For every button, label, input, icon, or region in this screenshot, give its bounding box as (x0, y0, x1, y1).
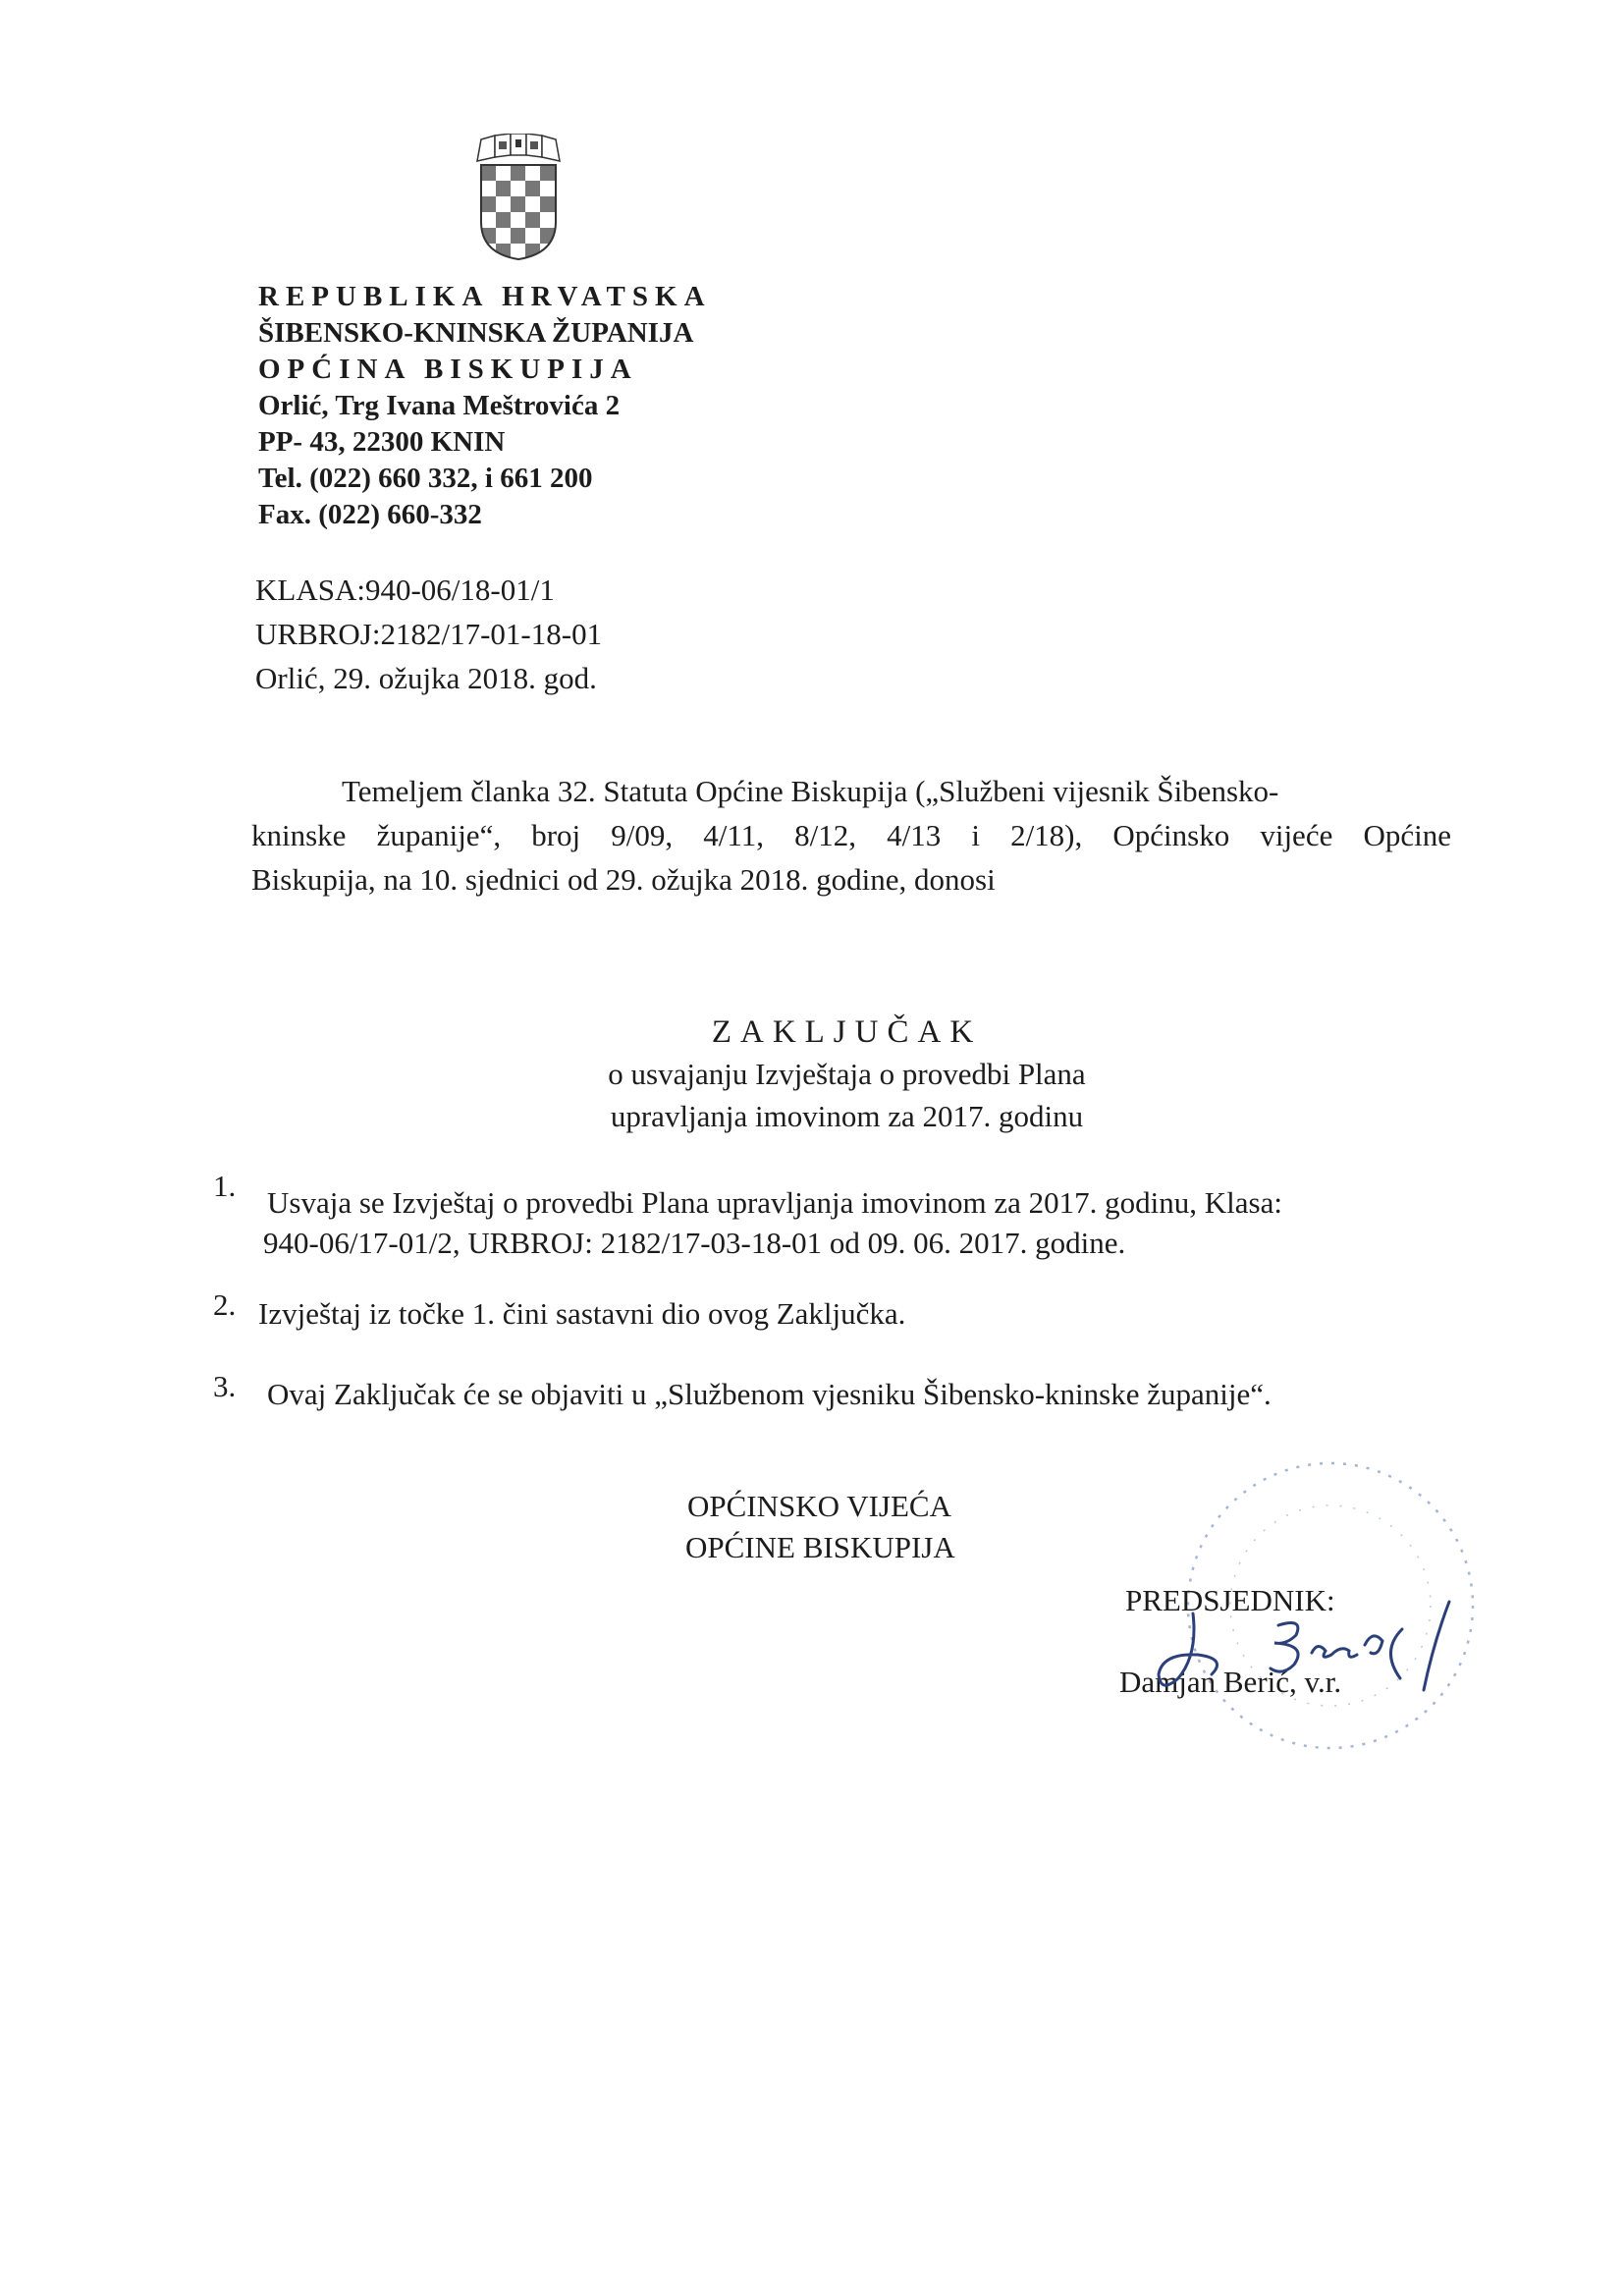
president-role: PREDSJEDNIK: (1125, 1583, 1335, 1617)
header-country: REPUBLIKA HRVATSKA (258, 281, 712, 312)
header-municipality: OPĆINA BISKUPIJA (258, 354, 638, 385)
title-subline-1: o usvajanju Izvještaja o provedbi Plana (608, 1057, 1086, 1091)
item-number: 1. (213, 1169, 237, 1203)
header-county: ŠIBENSKO-KNINSKA ŽUPANIJA (258, 317, 694, 349)
urbroj: URBROJ:2182/17-01-18-01 (255, 617, 603, 651)
handwritten-signature (1139, 1596, 1502, 1704)
item-1-line-1: Usvaja se Izvještaj o provedbi Plana upravljanja imovinom za 2017. godinu, Klasa: (267, 1185, 1282, 1220)
document-title: ZAKLJUČAK (711, 1014, 983, 1050)
header-fax: Fax. (022) 660-332 (258, 499, 482, 530)
item-3-text: Ovaj Zaključak će se objaviti u „Službenom vjesniku Šibensko-kninske županije“. (267, 1377, 1272, 1411)
header-postal: PP- 43, 22300 KNIN (258, 426, 506, 458)
header-tel: Tel. (022) 660 332, i 661 200 (258, 463, 593, 494)
date-line: Orlić, 29. ožujka 2018. god. (255, 661, 597, 695)
president-name: Damjan Berić, v.r. (1119, 1665, 1342, 1699)
item-1-line-2: 940-06/17-01/2, URBROJ: 2182/17-03-18-01 od 09. 06. 2017. godine. (263, 1226, 1126, 1260)
preamble-line-1: Temeljem članka 32. Statuta Općine Biskupija („Službeni vijesnik Šibensko- (342, 774, 1279, 808)
klasa: KLASA:940-06/18-01/1 (255, 573, 555, 607)
item-2-text: Izvještaj iz točke 1. čini sastavni dio ovog Zaključka. (258, 1296, 906, 1331)
item-number: 2. (213, 1287, 237, 1322)
item-number: 3. (213, 1369, 237, 1403)
preamble-line-3: Biskupija, na 10. sjednici od 29. ožujka 2018. godine, donosi (251, 862, 996, 897)
title-subline-2: upravljanja imovinom za 2017. godinu (610, 1099, 1084, 1133)
coat-of-arms-icon (471, 134, 566, 261)
council-name-line-2: OPĆINE BISKUPIJA (685, 1530, 955, 1564)
preamble-line-2: kninske županije“, broj 9/09, 4/11, 8/12, 4/13 i 2/18), Općinsko vijeće Općine (251, 818, 1451, 852)
header-address: Orlić, Trg Ivana Meštrovića 2 (258, 390, 621, 421)
council-name-line-1: OPĆINSKO VIJEĆA (687, 1489, 951, 1523)
